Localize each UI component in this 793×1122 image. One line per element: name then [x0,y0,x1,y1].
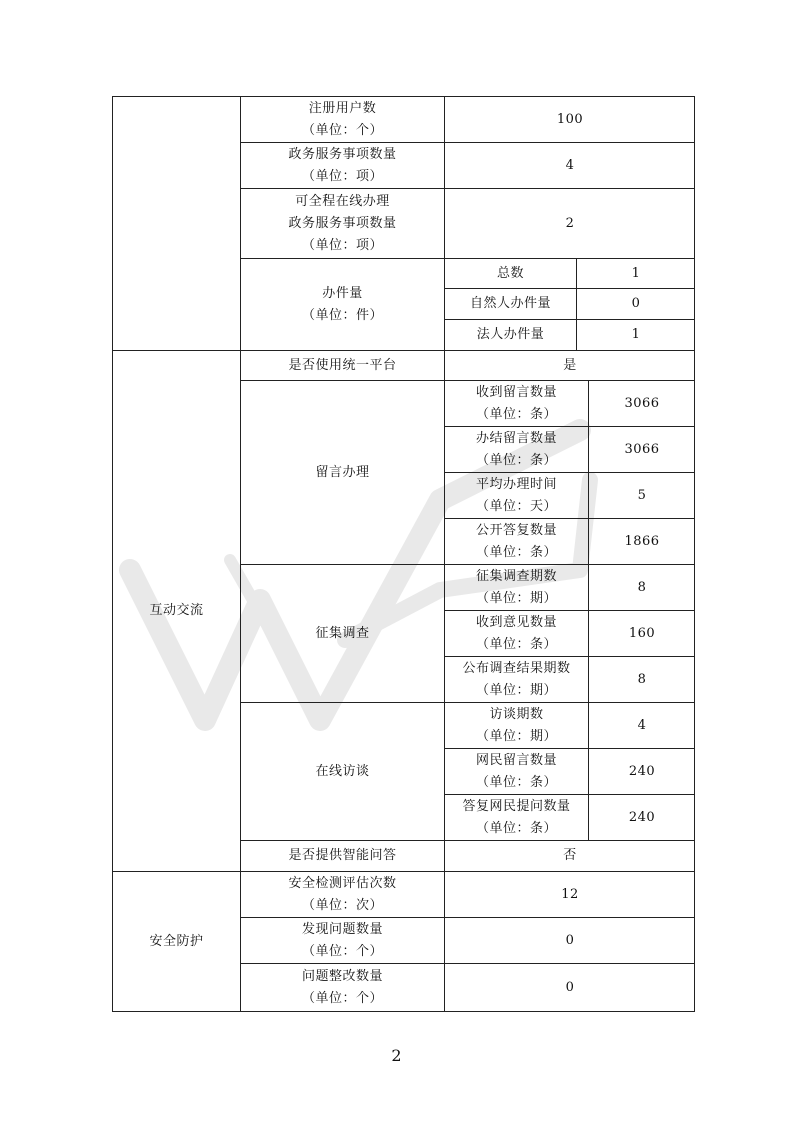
online-items-value: 2 [565,215,575,231]
category-cell-security [112,871,240,1012]
avg-time-value: 5 [637,487,647,503]
assessments-value-cell [444,871,695,917]
netizen-messages-label: 网民留言数量 （单位：条） [475,752,557,790]
handled-legal-label-cell [444,319,576,350]
assessments-label-cell [240,871,444,917]
registered-users-label: 注册用户数 （单位：个） [301,100,383,138]
handled-cases-label: 办件量 （单位：件） [301,285,383,323]
messages-concluded-label: 办结留言数量 （单位：条） [475,430,557,468]
assessments-label: 安全检测评估次数 （单位：次） [288,875,397,913]
handled-legal-value: 1 [631,327,641,342]
issues-fixed-label-cell [240,963,444,1012]
issues-fixed-value: 0 [565,980,575,995]
messages-concluded-value-cell [588,426,695,472]
survey-opinions-value: 160 [628,625,656,641]
issues-found-label: 发现问题数量 （单位：个） [301,921,383,959]
answered-questions-label-cell [444,794,588,840]
survey-label-cell [240,564,444,702]
interview-periods-value-cell [588,702,695,748]
message-handling-label-cell [240,380,444,564]
unified-platform-value-cell [444,350,695,380]
survey-label: 征集调查 [315,625,370,641]
survey-periods-label-cell [444,564,588,610]
messages-received-label-cell [444,380,588,426]
public-replies-label-cell [444,518,588,564]
issues-fixed-label: 问题整改数量 （单位：个） [301,969,383,1006]
messages-concluded-label-cell [444,426,588,472]
smart-qa-value: 否 [563,848,577,863]
handled-natural-value: 0 [631,296,641,311]
avg-time-label-cell [444,472,588,518]
messages-received-label: 收到留言数量 （单位：条） [475,384,557,422]
category-interaction-label: 互动交流 [149,603,204,618]
issues-found-label-cell [240,917,444,963]
interview-label-cell [240,702,444,840]
messages-received-value-cell [588,380,695,426]
interview-periods-label: 访谈期数 （单位：期） [475,706,557,744]
handled-legal-value-cell [576,319,695,350]
handled-cases-label-cell [240,258,444,350]
service-items-value: 4 [565,157,575,173]
answered-questions-value-cell [588,794,695,840]
service-items-label-cell [240,142,444,188]
registered-users-label-cell [240,96,444,142]
handled-total-value: 1 [631,265,641,281]
answered-questions-value: 240 [628,809,656,825]
unified-platform-value: 是 [563,357,577,373]
survey-periods-label: 征集调查期数 （单位：期） [475,568,557,606]
handled-natural-value-cell [576,288,695,319]
category-cell-interaction [112,350,240,871]
smart-qa-label: 是否提供智能问答 [288,848,397,863]
service-items-value-cell [444,142,695,188]
statistics-table [112,96,695,1012]
avg-time-label: 平均办理时间 （单位：天） [475,476,557,514]
survey-results-value-cell [588,656,695,702]
handled-legal-label: 法人办件量 [476,327,545,342]
smart-qa-label-cell [240,840,444,871]
survey-opinions-label-cell [444,610,588,656]
interview-periods-value: 4 [637,717,647,733]
messages-received-value: 3066 [624,395,660,411]
online-items-label: 可全程在线办理 政务服务事项数量 （单位：项） [288,193,397,253]
survey-periods-value-cell [588,564,695,610]
public-replies-value: 1866 [624,533,660,549]
messages-concluded-value: 3066 [624,441,660,457]
survey-opinions-value-cell [588,610,695,656]
unified-platform-label: 是否使用统一平台 [288,357,397,373]
registered-users-value: 100 [556,111,584,127]
page-number: 2 [391,1046,402,1065]
category-cell-service [112,96,240,350]
online-items-value-cell [444,188,695,258]
survey-results-value: 8 [637,671,647,687]
handled-natural-label-cell [444,288,576,319]
survey-results-label-cell [444,656,588,702]
handled-total-value-cell [576,258,695,288]
survey-opinions-label: 收到意见数量 （单位：条） [475,614,557,652]
issues-found-value-cell [444,917,695,963]
survey-results-label: 公布调查结果期数 （单位：期） [462,660,571,698]
avg-time-value-cell [588,472,695,518]
handled-total-label-cell [444,258,576,288]
issues-found-value: 0 [565,932,575,948]
netizen-messages-value-cell [588,748,695,794]
registered-users-value-cell [444,96,695,142]
interview-label: 在线访谈 [315,763,370,779]
issues-fixed-value-cell [444,963,695,1012]
online-items-label-cell [240,188,444,258]
assessments-value: 12 [561,886,579,902]
interview-periods-label-cell [444,702,588,748]
message-handling-label: 留言办理 [315,464,370,480]
public-replies-value-cell [588,518,695,564]
public-replies-label: 公开答复数量 （单位：条） [475,522,557,560]
netizen-messages-label-cell [444,748,588,794]
netizen-messages-value: 240 [628,763,656,779]
handled-total-label: 总数 [496,265,524,281]
answered-questions-label: 答复网民提问数量 （单位：条） [462,798,571,836]
survey-periods-value: 8 [637,579,647,595]
unified-platform-label-cell [240,350,444,380]
category-security-label: 安全防护 [149,934,204,949]
service-items-label: 政务服务事项数量 （单位：项） [288,146,397,184]
handled-natural-label: 自然人办件量 [469,296,551,311]
smart-qa-value-cell [444,840,695,871]
